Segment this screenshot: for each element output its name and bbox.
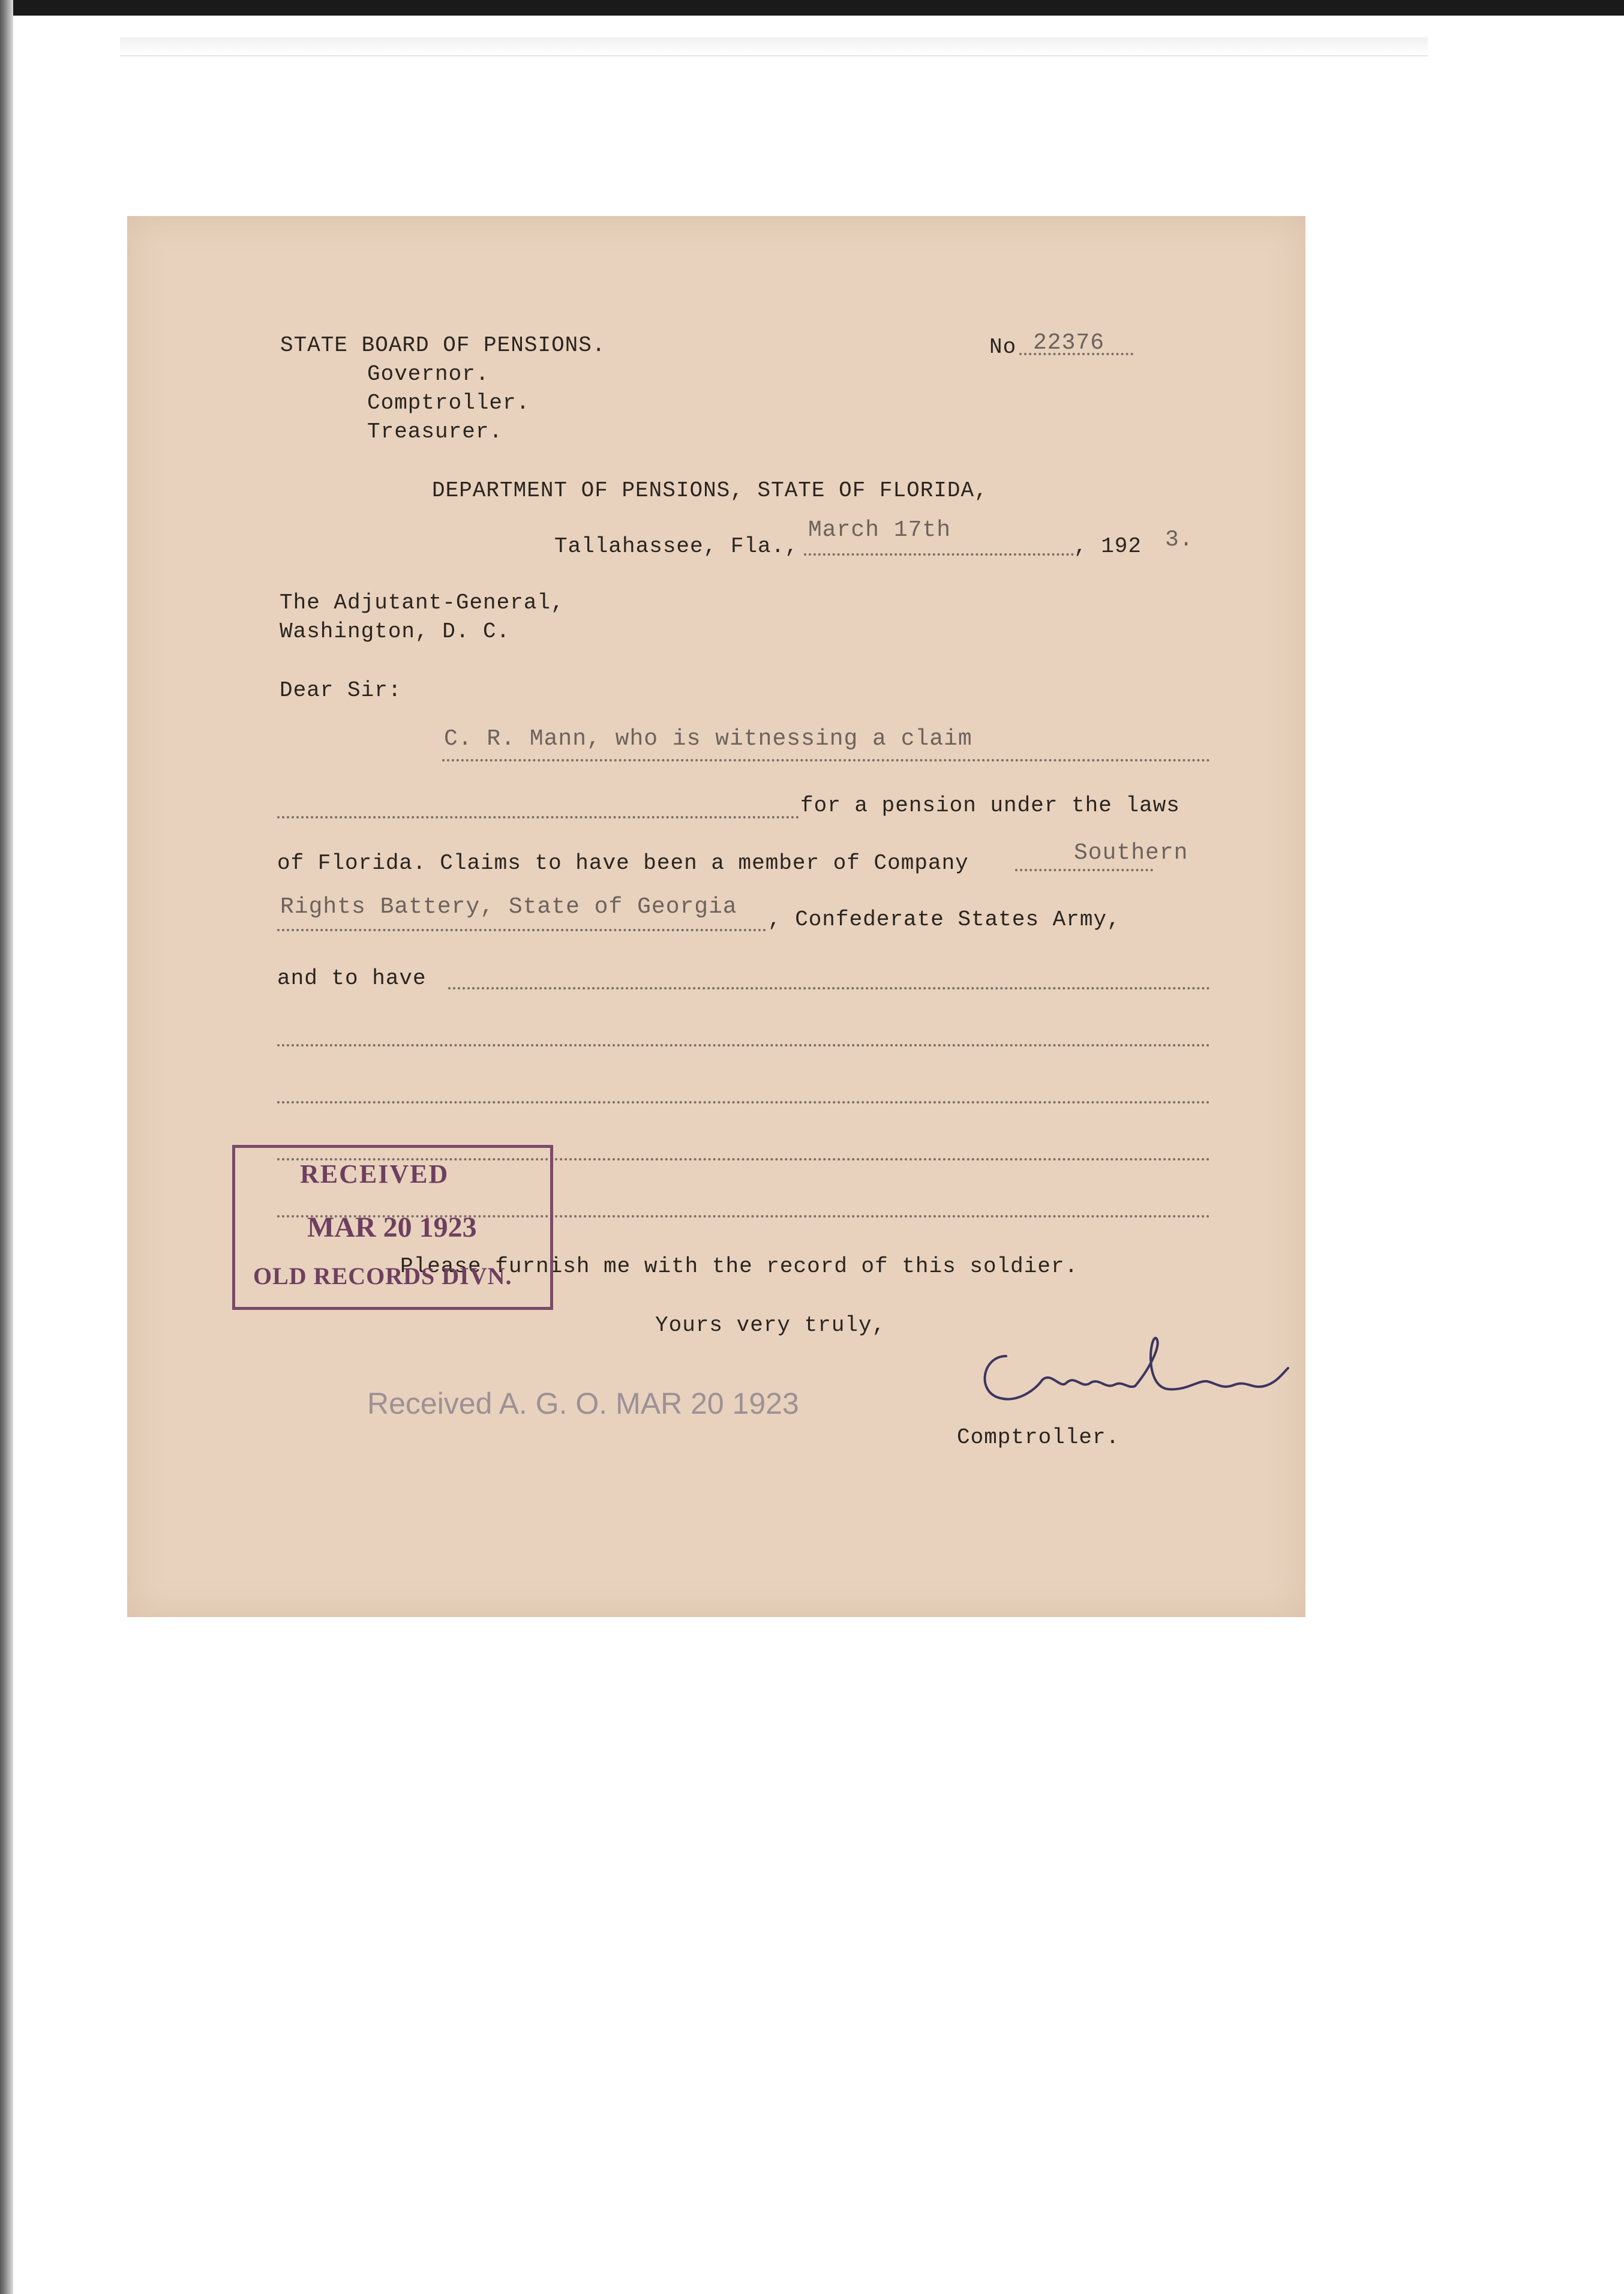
body-line-2: for a pension under the laws xyxy=(800,793,1180,818)
number-value: 22376 xyxy=(1033,330,1105,356)
dateline-year-suffix: 3. xyxy=(1165,527,1194,553)
dateline-date: March 17th xyxy=(808,517,951,543)
company-line-2 xyxy=(277,929,766,931)
date-line xyxy=(804,553,1074,556)
ago-received-stamp: Received A. G. O. MAR 20 1923 xyxy=(367,1387,799,1420)
stamp-line-1: RECEIVED xyxy=(300,1159,449,1189)
company-line xyxy=(1015,869,1153,871)
company-name-a: Southern xyxy=(1074,840,1188,866)
body-line-5: and to have xyxy=(277,966,427,991)
company-name-b: Rights Battery, State of Georgia xyxy=(280,894,737,920)
received-stamp xyxy=(232,1145,553,1310)
addressee-line-1: The Adjutant-General, xyxy=(280,590,565,615)
dateline-year-prefix: , 192 xyxy=(1074,534,1142,559)
closing: Yours very truly, xyxy=(655,1313,886,1338)
board-title: STATE BOARD OF PENSIONS. xyxy=(280,333,606,358)
member-treasurer: Treasurer. xyxy=(367,419,503,444)
scan-paper-strip xyxy=(120,37,1428,56)
claimant-line xyxy=(442,759,1210,761)
request-line: Please furnish me with the record of this soldier. xyxy=(400,1254,1079,1279)
signature-icon xyxy=(970,1332,1306,1416)
claimant-text: C. R. Mann, who is witnessing a claim xyxy=(444,726,972,752)
service-line-2 xyxy=(277,1044,1210,1046)
number-label: No xyxy=(989,335,1017,359)
addressee-line-2: Washington, D. C. xyxy=(280,619,511,644)
dateline-place: Tallahassee, Fla., xyxy=(554,534,799,559)
signature-title: Comptroller. xyxy=(957,1425,1120,1450)
pension-letter xyxy=(127,216,1305,1617)
blank-line-1 xyxy=(277,816,799,818)
member-comptroller: Comptroller. xyxy=(367,391,530,415)
department-heading: DEPARTMENT OF PENSIONS, STATE OF FLORIDA, xyxy=(432,478,988,503)
stamp-line-2: MAR 20 1923 xyxy=(307,1212,477,1243)
scan-edge-top xyxy=(0,0,1624,16)
service-line-3 xyxy=(277,1101,1210,1103)
body-line-4: , Confederate States Army, xyxy=(768,907,1121,932)
salutation: Dear Sir: xyxy=(280,678,402,703)
stamp-line-3: OLD RECORDS DIVN. xyxy=(253,1263,512,1290)
service-line-1 xyxy=(448,987,1210,989)
scan-edge-left xyxy=(0,0,13,2294)
body-line-3: of Florida. Claims to have been a member of Company xyxy=(277,851,969,875)
member-governor: Governor. xyxy=(367,362,490,386)
